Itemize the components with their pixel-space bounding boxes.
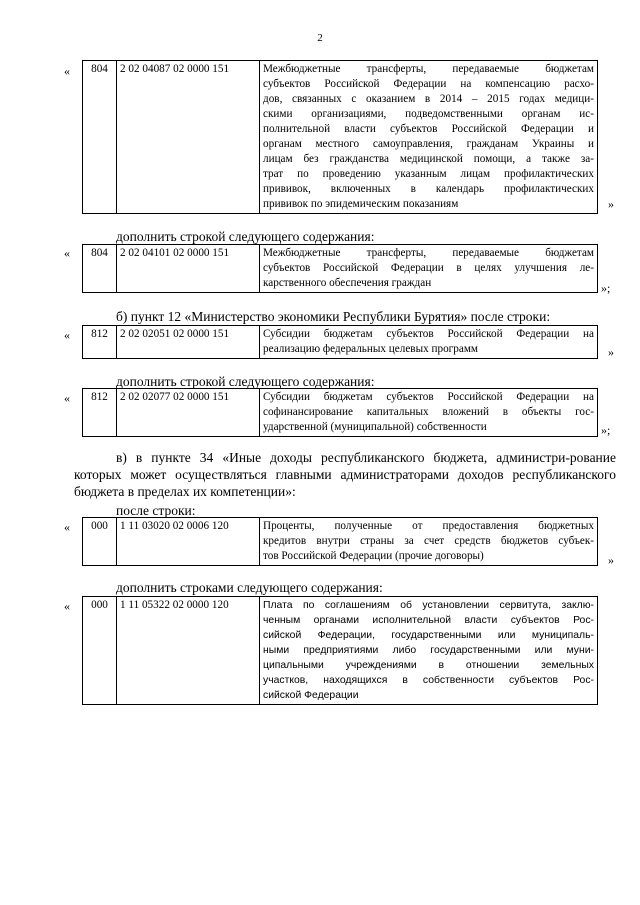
description-line: органам местного самоуправления, гражданам Украины и	[263, 138, 594, 150]
open-quote: «	[64, 246, 70, 260]
description-line: ударственной (муниципальной) собственности	[263, 421, 487, 433]
paragraph-add-row: дополнить строкой следующего содержания:	[116, 229, 375, 244]
budget-row-table	[82, 244, 598, 293]
description-line: реализацию федеральных целевых программ	[263, 343, 478, 355]
description-line: сийской Федерации	[263, 690, 359, 701]
paragraph-add-row: дополнить строкой следующего содержания:	[116, 374, 375, 389]
income-description	[260, 597, 598, 705]
paragraph-item-12: б) пункт 12 «Министерство экономики Республики Бурятия» после строки:	[116, 309, 551, 324]
paragraph-add-rows: дополнить строками следующего содержания:	[116, 580, 383, 595]
description-line: софинансирование капитальных вложений в объекты гос-	[263, 406, 594, 418]
description-line: полнительной власти субъектов Российской Федерации и	[263, 123, 594, 135]
open-quote: «	[64, 391, 70, 405]
income-description	[260, 389, 598, 437]
income-description	[260, 61, 598, 214]
income-description	[260, 518, 598, 566]
paragraph-item-34: в) в пункте 34 «Иные доходы республиканского бюджета, администри-рование которых может осуществляться главными администраторами доходов республиканского бюджета в пределах их компетенции»:	[74, 450, 616, 499]
close-quote-semicolon: »;	[601, 281, 611, 295]
close-quote-semicolon: »;	[601, 423, 611, 437]
page-number: 2	[317, 32, 323, 44]
kbk-code: 2 02 04087 02 0000 151	[117, 61, 260, 214]
admin-code: 000	[83, 597, 117, 705]
open-quote: «	[64, 328, 70, 342]
description-line: ными предприятиями либо государственными или муни-	[263, 645, 594, 656]
description-line: Межбюджетные трансферты, передаваемые бюджетам	[263, 247, 594, 259]
description-line: субъектов Российской Федерации в целях улучшения ле-	[263, 262, 594, 274]
description-line: участков, находящихся в собственности субъектов Рос-	[263, 675, 594, 686]
description-line: прививок, включенных в календарь профилактических	[263, 183, 594, 195]
close-quote: »	[608, 553, 614, 567]
admin-code: 812	[83, 389, 117, 437]
kbk-code: 1 11 03020 02 0006 120	[117, 518, 260, 566]
open-quote: «	[64, 520, 70, 534]
kbk-code: 2 02 04101 02 0000 151	[117, 245, 260, 293]
kbk-code: 2 02 02051 02 0000 151	[117, 326, 260, 359]
admin-code: 812	[83, 326, 117, 359]
description-line: дов, связанных с оказанием в 2014 – 2015 годах медици-	[263, 93, 594, 105]
description-line: субъектов Российской Федерации на компенсацию расхо-	[263, 78, 594, 90]
kbk-code: 1 11 05322 02 0000 120	[117, 597, 260, 705]
budget-row-table	[82, 60, 598, 214]
income-description	[260, 326, 598, 359]
description-line: Плата по соглашениям об установлении сервитута, заклю-	[263, 600, 594, 611]
income-description	[260, 245, 598, 293]
description-line: прививок по эпидемическим показаниям	[263, 198, 459, 210]
description-line: карственного обеспечения граждан	[263, 277, 432, 289]
description-line: Межбюджетные трансферты, передаваемые бюджетам	[263, 63, 594, 75]
description-line: трат по проведению указанным лицам профилактических	[263, 168, 594, 180]
open-quote: «	[64, 64, 70, 78]
description-line: Субсидии бюджетам субъектов Российской Федерации на	[263, 328, 594, 340]
description-line: кредитов внутри страны за счет средств бюджетов субъек-	[263, 535, 594, 547]
close-quote: »	[608, 345, 614, 359]
admin-code: 804	[83, 245, 117, 293]
budget-row-table	[82, 596, 598, 705]
description-line: тов Российской Федерации (прочие договоры)	[263, 550, 484, 562]
admin-code: 804	[83, 61, 117, 214]
budget-row-table	[82, 517, 598, 566]
description-line: лицам без гражданства медицинской помощи, а также за-	[263, 153, 594, 165]
description-line: ченным органами исполнительной власти субъектов Рос-	[263, 615, 594, 626]
open-quote: «	[64, 599, 70, 613]
admin-code: 000	[83, 518, 117, 566]
kbk-code: 2 02 02077 02 0000 151	[117, 389, 260, 437]
budget-row-table	[82, 388, 598, 437]
description-line: сийской Федерации, государственными или муниципаль-	[263, 630, 594, 641]
description-line: ципальными учреждениями в отношении земельных	[263, 660, 594, 671]
close-quote: »	[608, 197, 614, 211]
budget-row-table	[82, 325, 598, 359]
paragraph-after-row: после строки:	[116, 503, 196, 518]
description-line: Субсидии бюджетам субъектов Российской Федерации на	[263, 391, 594, 403]
description-line: Проценты, полученные от предоставления бюджетных	[263, 520, 594, 532]
description-line: скими организациями, подведомственными органам ис-	[263, 108, 594, 120]
